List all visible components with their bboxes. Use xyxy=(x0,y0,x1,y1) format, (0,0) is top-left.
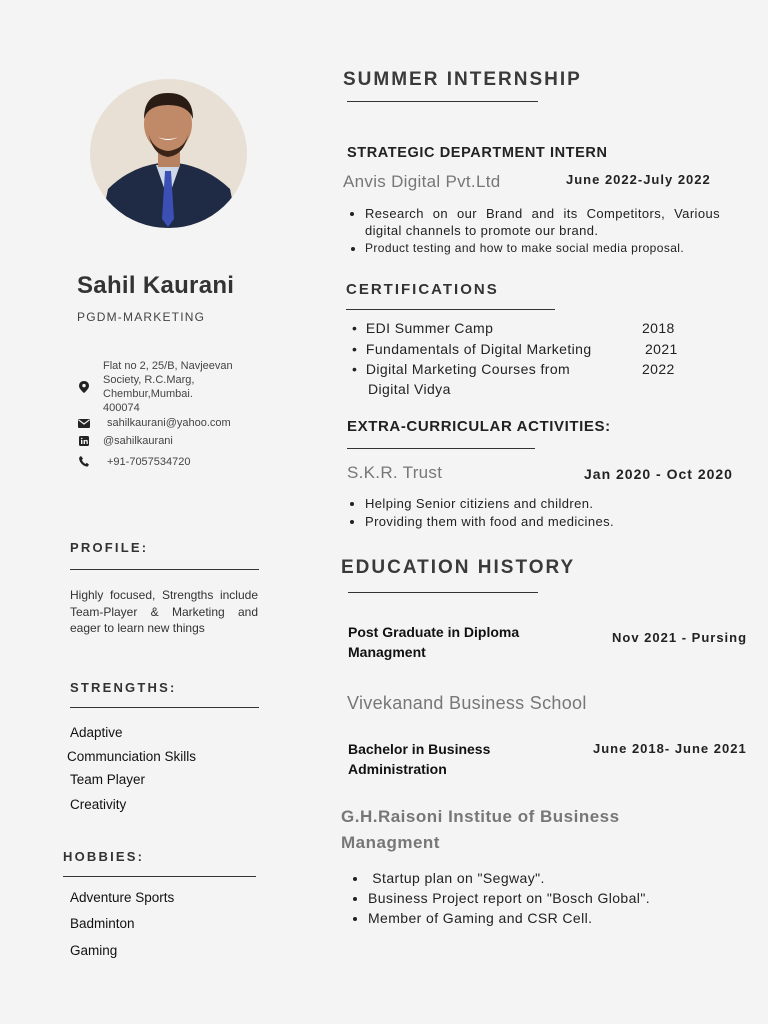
education-divider xyxy=(348,592,538,593)
certification-row: • EDI Summer Camp xyxy=(352,320,494,336)
phone-icon xyxy=(78,456,90,468)
bullet-item: • Startup plan on "Segway". xyxy=(368,868,730,888)
address-line: Society, R.C.Marg, xyxy=(103,374,195,386)
pg-date: Nov 2021 - Pursing xyxy=(612,630,748,645)
linkedin-icon xyxy=(78,436,90,448)
extracurricular-org: S.K.R. Trust xyxy=(347,463,443,482)
internship-heading: SUMMER INTERNSHIP xyxy=(343,69,582,90)
school-line: Managment xyxy=(341,833,440,852)
certification-year: 2018 xyxy=(642,320,675,336)
degree-line: Post Graduate in Diploma xyxy=(348,624,520,640)
hobby-item: Adventure Sports xyxy=(70,890,175,905)
profile-heading: PROFILE: xyxy=(70,540,149,555)
location-pin-icon xyxy=(78,381,90,393)
profile-divider xyxy=(70,569,259,570)
bullet-item: • Member of Gaming and CSR Cell. xyxy=(368,908,730,928)
email-text[interactable]: sahilkaurani@yahoo.com xyxy=(107,417,231,429)
internship-position: STRATEGIC DEPARTMENT INTERN xyxy=(347,145,608,161)
hobby-item: Badminton xyxy=(70,916,135,931)
bullet-item: • Providing them with food and medicines. xyxy=(365,513,707,531)
phone-number[interactable]: +91-7057534720 xyxy=(107,456,191,468)
linkedin-handle[interactable]: @sahilkaurani xyxy=(103,435,173,447)
certification-year: 2022 xyxy=(642,361,675,377)
ug-degree xyxy=(348,739,490,779)
extracurricular-divider xyxy=(347,448,535,449)
degree-line: Bachelor in Business xyxy=(348,741,491,757)
extracurricular-date: Jan 2020 - Oct 2020 xyxy=(584,466,733,482)
bullet-item: • Helping Senior citiziens and children. xyxy=(365,495,707,513)
internship-date: June 2022-July 2022 xyxy=(566,172,711,187)
certification-row: • Digital Marketing Courses from xyxy=(352,361,571,377)
strength-item: Communciation Skills xyxy=(67,749,197,764)
strength-item: Creativity xyxy=(70,797,127,812)
person-silhouette-icon xyxy=(90,79,247,228)
internship-bullets xyxy=(347,205,720,255)
internship-company: Anvis Digital Pvt.Ltd xyxy=(343,172,501,191)
bullet-item: • Product testing and how to make social media proposal. xyxy=(365,241,720,255)
address-line: Chembur,Mumbai. xyxy=(103,388,193,400)
pg-degree xyxy=(348,622,519,662)
certification-row: • Fundamentals of Digital Marketing xyxy=(352,341,592,357)
bullet-item: • Business Project report on "Bosch Global". xyxy=(368,888,730,908)
certification-name: EDI Summer Camp xyxy=(365,320,494,336)
ug-school xyxy=(341,804,620,856)
profile-text: Highly focused, Strengths include Team-Player & Marketing and eager to learn new things xyxy=(70,588,258,635)
education-bullets xyxy=(350,868,730,928)
ug-date: June 2018- June 2021 xyxy=(593,741,747,756)
address-line: Flat no 2, 25/B, Navjeevan xyxy=(103,360,233,372)
address-line: 400074 xyxy=(103,402,140,414)
degree-line: Administration xyxy=(348,761,447,777)
school-line: G.H.Raisoni Institue of Business xyxy=(341,807,620,826)
strengths-divider xyxy=(70,707,259,708)
internship-divider xyxy=(347,101,538,102)
certification-name: Digital Marketing Courses from xyxy=(365,361,571,377)
education-heading: EDUCATION HISTORY xyxy=(341,557,576,578)
bullet-item: • Research on our Brand and its Competitors, Various digital channels to promote our brand. xyxy=(365,205,720,239)
extracurricular-bullets xyxy=(347,495,707,531)
extracurricular-heading: EXTRA-CURRICULAR ACTIVITIES: xyxy=(347,418,611,435)
degree-line: Managment xyxy=(348,644,426,660)
strengths-heading: STRENGTHS: xyxy=(70,680,177,695)
candidate-title: PGDM-MARKETING xyxy=(77,310,206,324)
certification-name: Fundamentals of Digital Marketing xyxy=(365,341,592,357)
hobbies-heading: HOBBIES: xyxy=(63,849,145,864)
envelope-icon xyxy=(78,418,90,430)
hobby-item: Gaming xyxy=(70,943,118,958)
certifications-divider xyxy=(346,309,555,310)
hobbies-divider xyxy=(63,876,256,877)
strength-item: Adaptive xyxy=(70,725,123,740)
candidate-name: Sahil Kaurani xyxy=(77,272,235,299)
certification-year: 2021 xyxy=(645,341,678,357)
certification-continuation: Digital Vidya xyxy=(368,381,451,397)
strength-item: Team Player xyxy=(70,772,146,787)
profile-photo xyxy=(90,79,247,228)
certifications-heading: CERTIFICATIONS xyxy=(346,281,499,298)
pg-school: Vivekanand Business School xyxy=(347,693,587,713)
